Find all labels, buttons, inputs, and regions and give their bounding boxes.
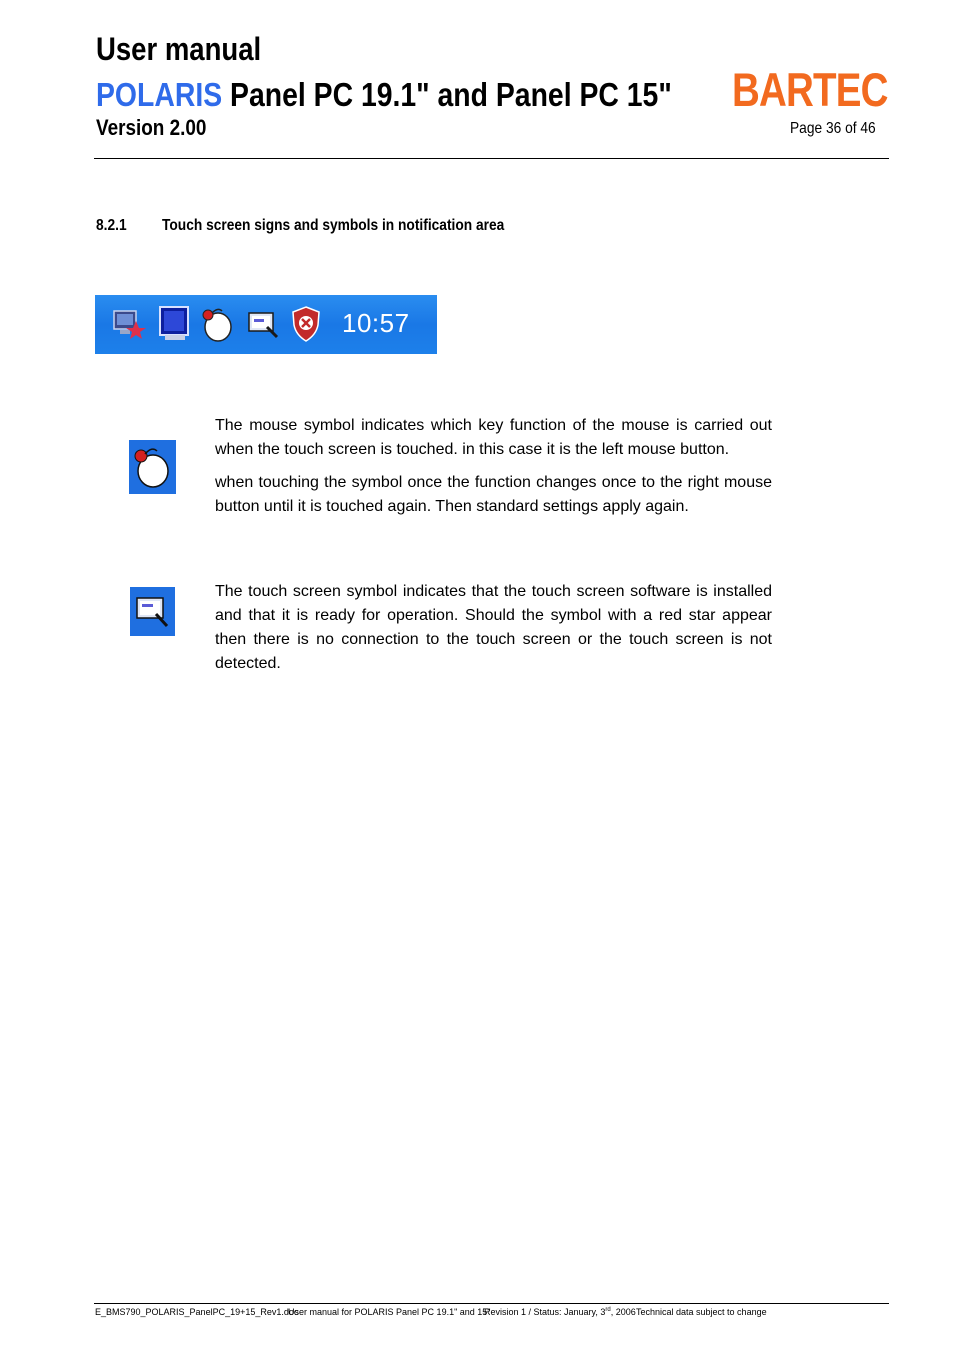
touch-screen-symbol-description: [215, 580, 772, 676]
touch-screen-icon: [245, 303, 283, 345]
network-disconnected-icon: [108, 303, 150, 345]
display-icon: [155, 303, 195, 345]
product-models: Panel PC 19.1" and Panel PC 15": [230, 76, 672, 113]
product-name-polaris: POLARIS: [96, 76, 223, 113]
bartec-logo: BARTEC: [732, 63, 888, 116]
footer-note: Technical data subject to change: [636, 1307, 767, 1317]
paragraph: The mouse symbol indicates which key function of the mouse is carried out when the touch screen is touched. in this case it is the left mouse button.: [215, 417, 772, 458]
footer-divider: [94, 1303, 889, 1304]
mouse-symbol-description: [215, 414, 772, 519]
footer-revision: Revision 1 / Status: January, 3rd, 2006: [484, 1307, 636, 1317]
mouse-icon: [129, 440, 176, 494]
clock-time: 10:57: [342, 308, 410, 338]
header-divider: [94, 158, 889, 159]
footer-manual-title: User manual for POLARIS Panel PC 19.1" and 15": [288, 1307, 491, 1317]
product-title: [96, 76, 672, 114]
paragraph: The touch screen symbol indicates that the touch screen software is installed and that it is ready for operation. Should the symbol with a red star appear then there is no connection to the touch screen or the touch screen is not detected.: [215, 583, 772, 672]
document-title: User manual: [96, 31, 262, 67]
section-number: 8.2.1: [96, 217, 127, 234]
footer-filename: E_BMS790_POLARIS_PanelPC_19+15_Rev1.doc: [95, 1307, 299, 1317]
paragraph: when touching the symbol once the function changes once to the right mouse button until it is touched again. Then standard settings apply again.: [215, 474, 772, 515]
touch-screen-icon: [130, 587, 175, 636]
page-number: Page 36 of 46: [790, 120, 876, 137]
section-title: Touch screen signs and symbols in notification area: [162, 217, 505, 234]
document-version: Version 2.00: [96, 115, 207, 140]
security-shield-icon: [288, 303, 324, 345]
mouse-icon: [198, 303, 238, 345]
